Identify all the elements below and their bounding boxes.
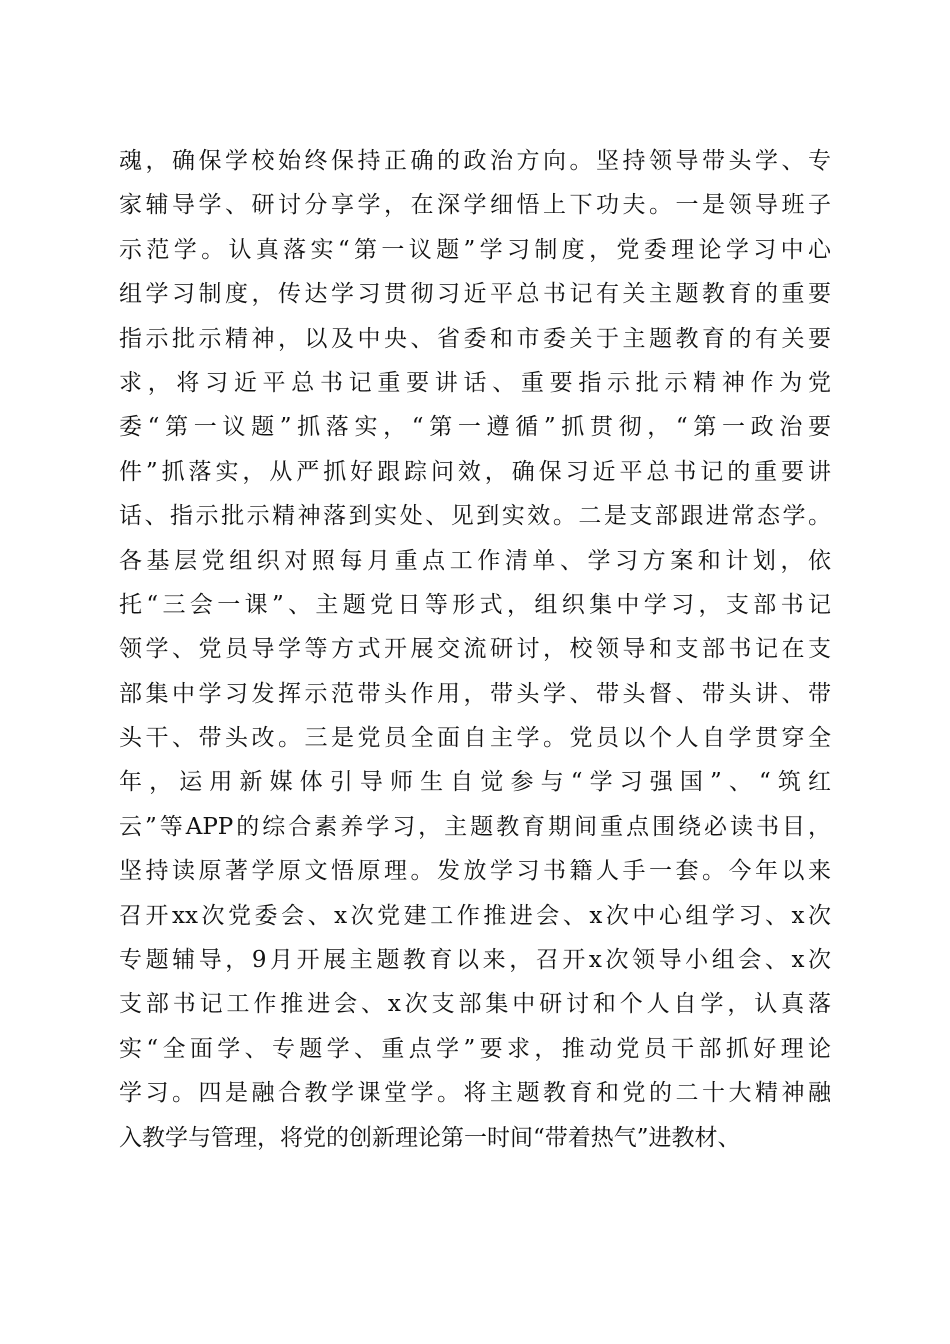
text-line: 云”等APP的综合素养学习，主题教育期间重点围绕必读书目， (119, 813, 831, 840)
text-line: 家辅导学、研讨分享学，在深学细悟上下功夫。一是领导班子 (119, 192, 831, 219)
text-line: 指示批示精神，以及中央、省委和市委关于主题教育的有关要 (119, 325, 831, 352)
text-line: 坚持读原著学原文悟原理。发放学习书籍人手一套。今年以来 (119, 858, 831, 885)
text-line: 头干、带头改。三是党员全面自主学。党员以个人自学贯穿全 (119, 725, 831, 752)
text-line: 学习。四是融合教学课堂学。将主题教育和党的二十大精神融 (119, 1080, 831, 1107)
text-line: 魂，确保学校始终保持正确的政治方向。坚持领导带头学、专 (119, 148, 831, 174)
text-line: 各基层党组织对照每月重点工作清单、学习方案和计划，依 (119, 547, 831, 574)
text-line: 入教学与管理，将党的创新理论第一时间“带着热气”进教材、 (119, 1124, 741, 1151)
text-line: 话、指示批示精神落到实处、见到实效。二是支部跟进常态学。 (119, 503, 831, 530)
text-line: 领学、党员导学等方式开展交流研讨，校领导和支部书记在支 (119, 636, 831, 663)
text-line: 召开xx次党委会、x次党建工作推进会、x次中心组学习、x次 (119, 902, 831, 929)
text-line: 支部书记工作推进会、x次支部集中研讨和个人自学，认真落 (119, 991, 831, 1018)
text-line: 件”抓落实，从严抓好跟踪问效，确保习近平总书记的重要讲 (119, 458, 831, 485)
text-line: 组学习制度，传达学习贯彻习近平总书记有关主题教育的重要 (119, 281, 831, 308)
text-line: 委“第一议题”抓落实，“第一遵循”抓贯彻，“第一政治要 (119, 414, 831, 441)
text-line: 托“三会一课”、主题党日等形式，组织集中学习，支部书记 (119, 591, 831, 618)
text-line: 求，将习近平总书记重要讲话、重要指示批示精神作为党 (119, 369, 831, 396)
text-line: 年，运用新媒体引导师生自觉参与“学习强国”、“筑红 (119, 769, 831, 796)
text-line: 实“全面学、专题学、重点学”要求，推动党员干部抓好理论 (119, 1035, 831, 1062)
text-line: 部集中学习发挥示范带头作用，带头学、带头督、带头讲、带 (119, 680, 831, 707)
text-line: 专题辅导，9月开展主题教育以来，召开x次领导小组会、x次 (119, 947, 831, 974)
body-paragraph (119, 139, 831, 1160)
text-line: 示范学。认真落实“第一议题”学习制度，党委理论学习中心 (119, 236, 831, 263)
